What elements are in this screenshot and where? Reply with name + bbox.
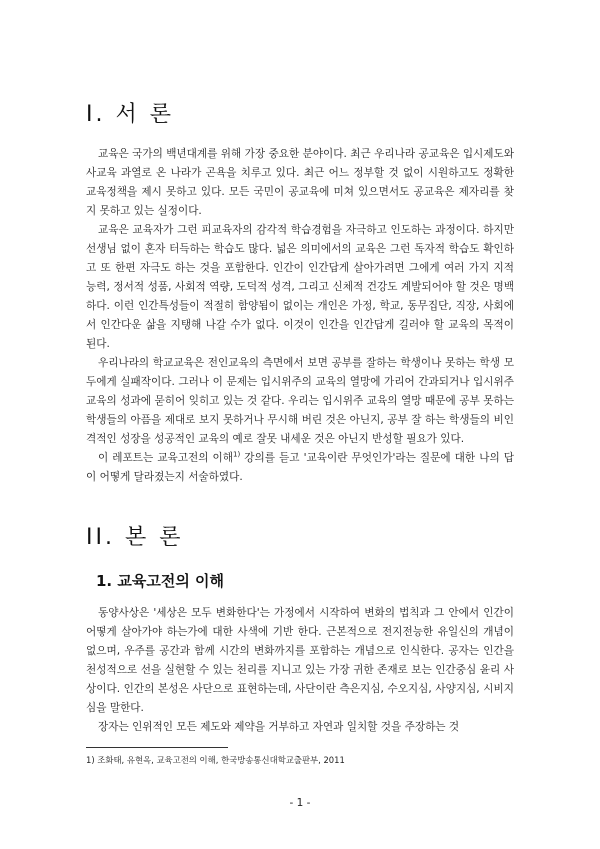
- footnote-reference: 1): [233, 450, 241, 459]
- intro-paragraph-3: 우리나라의 학교교육은 전인교육의 측면에서 보면 공부를 잘하는 학생이나 못하는 학생 모두에게 실패작이다. 그러나 이 문제는 입시위주의 교육의 열망에 가리어 간과되거나 입시위주 교육의 성과에 묻히어 잊히고 있는 것 같다. 우리는 입시위주 교육의 열망 때문에 공부 못하는 학생들의 아픔을 제대로 보지 못하거나 무시해 버린 것은 아닌지, 공부 잘 하는 학생들의 비인격적인 성장을 성공적인 교육의 예로 잘못 내세운 것은 아닌지 반성할 필요가 있다.: [86, 357, 514, 445]
- intro-paragraph-1: 교육은 국가의 백년대계를 위해 가장 중요한 분야이다. 최근 우리나라 공교육은 입시제도와 사교육 과열로 온 나라가 곤욕을 치루고 있다. 최근 어느 정부할 것 없이 시원하고도 정확한 교육정책을 제시 못하고 있다. 모든 국민이 공교육에 미쳐 있으면서도 공교육은 제자리를 찾지 못하고 있는 실정이다.: [86, 148, 514, 217]
- main-paragraph-2: 장자는 인위적인 모든 제도와 제약을 거부하고 자연과 일치할 것을 주장하는 것: [98, 721, 460, 733]
- footnote: 1) 조화태, 유현옥, 교육고전의 이해, 한국방송통신대학교출판부, 2011: [86, 755, 345, 765]
- intro-paragraph-4-text-end: 강의를 듣고 '교육이란 무엇인가'라는 질문에 대한 나의 답이 어떻게 달라졌는지 서술하였다.: [86, 452, 515, 483]
- intro-heading: I. 서 론: [86, 102, 174, 127]
- main-heading: II. 본 론: [86, 525, 184, 550]
- intro-paragraph-4-text: 이 레포트는 교육고전의 이해: [98, 452, 234, 464]
- main-body: [86, 604, 514, 737]
- main-paragraph-1: 동양사상은 '세상은 모두 변화한다'는 가정에서 시작하여 변화의 법칙과 그 안에서 인간이 어떻게 살아가야 하는가에 대한 사색에 기반 한다. 근본적으로 전지전능한 유일신의 개념이 없으며, 우주를 공간과 함께 시간의 변화까지를 포함하는 개념으로 인식한다. 공자는 인간을 천성적으로 선을 실현할 수 있는 천리를 지니고 있는 가장 귀한 존재로 보는 인간중심 윤리 사상이다. 인간의 본성은 사단으로 표현하는데, 사단이란 측은지심, 수오지심, 사양지심, 시비지심을 말한다.: [86, 607, 514, 714]
- intro-body: [86, 145, 514, 487]
- section-1-title: 1. 교육고전의 이해: [96, 572, 225, 590]
- intro-paragraph-4: [86, 449, 514, 487]
- intro-paragraph-2: 교육은 교육자가 그런 피교육자의 감각적 학습경험을 자극하고 인도하는 과정이다. 하지만 선생님 없이 혼자 터득하는 학습도 많다. 넓은 의미에서의 교육은 그런 독자적 학습도 확인하고 또 한편 자극도 하는 것을 포함한다. 인간이 인간답게 살아가려면 그에게 여러 가지 지적 능력, 정서적 성품, 사회적 역량, 도덕적 성격, 그리고 신체적 건강도 계발되어야 할 것은 명백하다. 이런 인간특성들이 적절히 함양됨이 없이는 개인은 가정, 학교, 동무집단, 직장, 사회에서 인간다운 삶을 지탱해 나갈 수가 없다. 이것이 인간을 인간답게 길러야 할 교육의 목적이 된다.: [86, 224, 514, 350]
- page-number: - 1 -: [289, 797, 311, 809]
- footnote-divider: [86, 747, 228, 748]
